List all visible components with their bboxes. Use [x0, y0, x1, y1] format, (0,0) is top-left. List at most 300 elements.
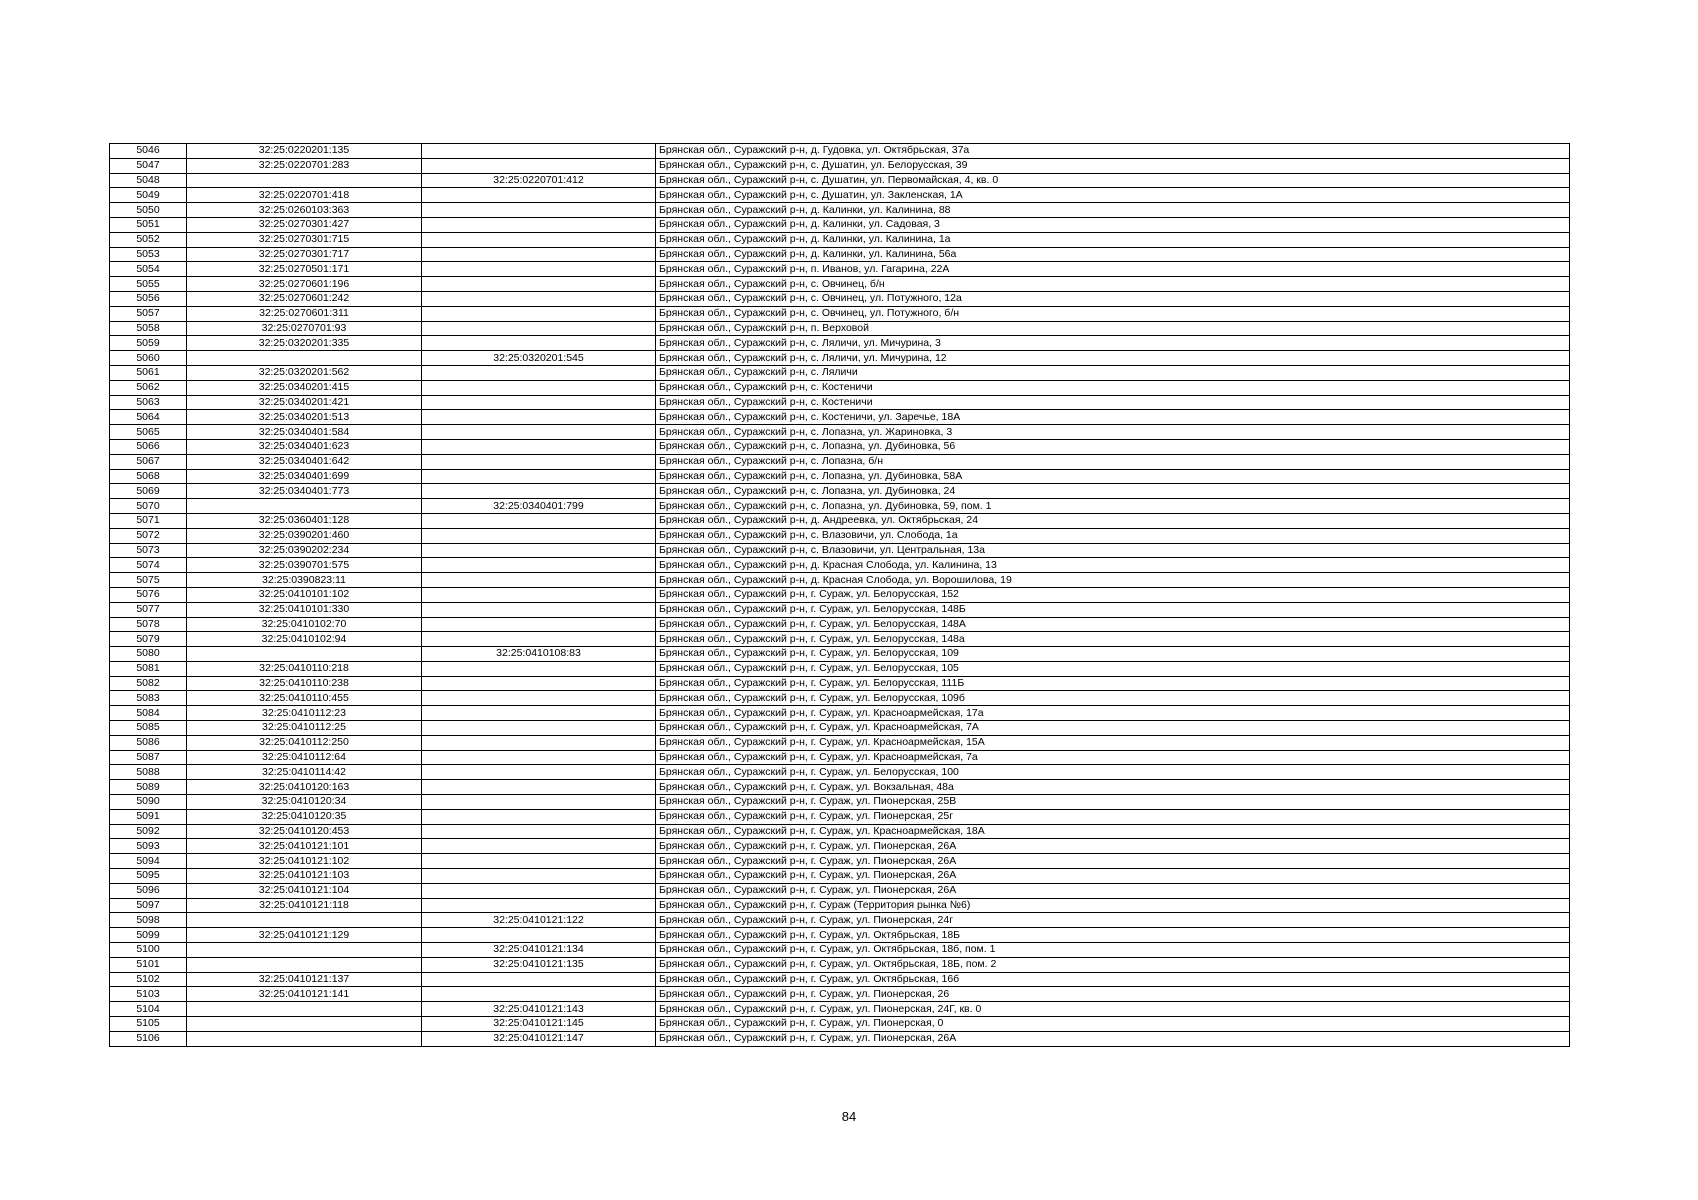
land-cadastral-number-cell: 32:25:0410121:102	[187, 854, 422, 869]
row-number-cell: 5102	[110, 972, 187, 987]
land-cadastral-number-cell: 32:25:0410110:455	[187, 691, 422, 706]
row-number-cell: 5048	[110, 173, 187, 188]
row-number-cell: 5055	[110, 277, 187, 292]
table-row	[110, 706, 1570, 721]
land-cadastral-number-cell: 32:25:0270301:717	[187, 247, 422, 262]
table-row	[110, 987, 1570, 1002]
address-cell: Брянская обл., Суражский р-н, г. Сураж, ул. Пионерская, 26	[656, 987, 1570, 1002]
land-cadastral-number-cell: 32:25:0270601:196	[187, 277, 422, 292]
building-cadastral-number-cell	[422, 188, 656, 203]
address-cell: Брянская обл., Суражский р-н, п. Иванов, ул. Гагарина, 22А	[656, 262, 1570, 277]
address-cell: Брянская обл., Суражский р-н, г. Сураж, ул. Белорусская, 148А	[656, 617, 1570, 632]
land-cadastral-number-cell: 32:25:0340401:623	[187, 439, 422, 454]
land-cadastral-number-cell: 32:25:0410121:104	[187, 883, 422, 898]
building-cadastral-number-cell	[422, 898, 656, 913]
table-row	[110, 410, 1570, 425]
land-cadastral-number-cell	[187, 499, 422, 514]
address-cell: Брянская обл., Суражский р-н, г. Сураж, ул. Пионерская, 26А	[656, 869, 1570, 884]
table-row	[110, 617, 1570, 632]
land-cadastral-number-cell: 32:25:0340201:415	[187, 380, 422, 395]
land-cadastral-number-cell: 32:25:0410102:94	[187, 632, 422, 647]
row-number-cell: 5106	[110, 1031, 187, 1046]
land-cadastral-number-cell	[187, 943, 422, 958]
building-cadastral-number-cell	[422, 587, 656, 602]
land-cadastral-number-cell: 32:25:0270601:242	[187, 291, 422, 306]
row-number-cell: 5101	[110, 957, 187, 972]
building-cadastral-number-cell	[422, 750, 656, 765]
address-cell: Брянская обл., Суражский р-н, г. Сураж, ул. Белорусская, 148а	[656, 632, 1570, 647]
address-cell: Брянская обл., Суражский р-н, с. Овчинец, ул. Потужного, 12а	[656, 291, 1570, 306]
building-cadastral-number-cell	[422, 395, 656, 410]
table-row	[110, 573, 1570, 588]
building-cadastral-number-cell	[422, 321, 656, 336]
row-number-cell: 5094	[110, 854, 187, 869]
table-row	[110, 425, 1570, 440]
table-row	[110, 854, 1570, 869]
address-cell: Брянская обл., Суражский р-н, с. Овчинец, б/н	[656, 277, 1570, 292]
table-row	[110, 247, 1570, 262]
address-cell: Брянская обл., Суражский р-н, г. Сураж, ул. Красноармейская, 7а	[656, 750, 1570, 765]
building-cadastral-number-cell	[422, 528, 656, 543]
land-cadastral-number-cell: 32:25:0410121:103	[187, 869, 422, 884]
row-number-cell: 5056	[110, 291, 187, 306]
land-cadastral-number-cell	[187, 351, 422, 366]
row-number-cell: 5085	[110, 721, 187, 736]
address-cell: Брянская обл., Суражский р-н, г. Сураж, ул. Пионерская, 0	[656, 1017, 1570, 1032]
address-cell: Брянская обл., Суражский р-н, с. Лопазна, ул. Дубиновка, 59, пом. 1	[656, 499, 1570, 514]
land-cadastral-number-cell: 32:25:0260103:363	[187, 203, 422, 218]
land-cadastral-number-cell	[187, 647, 422, 662]
table-row	[110, 957, 1570, 972]
table-row	[110, 780, 1570, 795]
building-cadastral-number-cell	[422, 765, 656, 780]
row-number-cell: 5071	[110, 513, 187, 528]
row-number-cell: 5090	[110, 795, 187, 810]
table-row	[110, 587, 1570, 602]
address-cell: Брянская обл., Суражский р-н, д. Калинки, ул. Садовая, 3	[656, 217, 1570, 232]
building-cadastral-number-cell: 32:25:0410121:134	[422, 943, 656, 958]
table-row	[110, 262, 1570, 277]
row-number-cell: 5080	[110, 647, 187, 662]
row-number-cell: 5069	[110, 484, 187, 499]
row-number-cell: 5053	[110, 247, 187, 262]
row-number-cell: 5095	[110, 869, 187, 884]
building-cadastral-number-cell	[422, 824, 656, 839]
address-cell: Брянская обл., Суражский р-н, г. Сураж, ул. Красноармейская, 7А	[656, 721, 1570, 736]
building-cadastral-number-cell	[422, 972, 656, 987]
address-cell: Брянская обл., Суражский р-н, г. Сураж, ул. Октябрьская, 16б	[656, 972, 1570, 987]
address-cell: Брянская обл., Суражский р-н, г. Сураж, ул. Пионерская, 26А	[656, 839, 1570, 854]
building-cadastral-number-cell	[422, 454, 656, 469]
table-row	[110, 824, 1570, 839]
row-number-cell: 5083	[110, 691, 187, 706]
table-row	[110, 928, 1570, 943]
building-cadastral-number-cell	[422, 795, 656, 810]
row-number-cell: 5050	[110, 203, 187, 218]
address-cell: Брянская обл., Суражский р-н, г. Сураж, ул. Белорусская, 100	[656, 765, 1570, 780]
table-row	[110, 883, 1570, 898]
address-cell: Брянская обл., Суражский р-н, г. Сураж, ул. Белорусская, 152	[656, 587, 1570, 602]
building-cadastral-number-cell: 32:25:0410121:147	[422, 1031, 656, 1046]
building-cadastral-number-cell	[422, 543, 656, 558]
building-cadastral-number-cell	[422, 839, 656, 854]
table-row	[110, 1017, 1570, 1032]
row-number-cell: 5073	[110, 543, 187, 558]
row-number-cell: 5049	[110, 188, 187, 203]
row-number-cell: 5065	[110, 425, 187, 440]
land-cadastral-number-cell: 32:25:0320201:562	[187, 365, 422, 380]
building-cadastral-number-cell: 32:25:0410121:122	[422, 913, 656, 928]
table-row	[110, 217, 1570, 232]
building-cadastral-number-cell	[422, 661, 656, 676]
building-cadastral-number-cell	[422, 469, 656, 484]
row-number-cell: 5052	[110, 232, 187, 247]
row-number-cell: 5072	[110, 528, 187, 543]
building-cadastral-number-cell	[422, 617, 656, 632]
address-cell: Брянская обл., Суражский р-н, д. Гудовка, ул. Октябрьская, 37а	[656, 144, 1570, 159]
building-cadastral-number-cell	[422, 780, 656, 795]
row-number-cell: 5064	[110, 410, 187, 425]
address-cell: Брянская обл., Суражский р-н, д. Калинки, ул. Калинина, 56а	[656, 247, 1570, 262]
land-cadastral-number-cell: 32:25:0410120:34	[187, 795, 422, 810]
address-cell: Брянская обл., Суражский р-н, д. Калинки, ул. Калинина, 1а	[656, 232, 1570, 247]
address-cell: Брянская обл., Суражский р-н, г. Сураж, ул. Вокзальная, 48а	[656, 780, 1570, 795]
land-cadastral-number-cell: 32:25:0270301:715	[187, 232, 422, 247]
row-number-cell: 5093	[110, 839, 187, 854]
land-cadastral-number-cell: 32:25:0340201:513	[187, 410, 422, 425]
table-row	[110, 750, 1570, 765]
address-cell: Брянская обл., Суражский р-н, д. Красная Слобода, ул. Ворошилова, 19	[656, 573, 1570, 588]
land-cadastral-number-cell: 32:25:0410112:23	[187, 706, 422, 721]
building-cadastral-number-cell	[422, 365, 656, 380]
building-cadastral-number-cell	[422, 602, 656, 617]
row-number-cell: 5104	[110, 1002, 187, 1017]
row-number-cell: 5075	[110, 573, 187, 588]
row-number-cell: 5063	[110, 395, 187, 410]
building-cadastral-number-cell	[422, 632, 656, 647]
land-cadastral-number-cell: 32:25:0320201:335	[187, 336, 422, 351]
table-row	[110, 898, 1570, 913]
table-row	[110, 306, 1570, 321]
building-cadastral-number-cell	[422, 425, 656, 440]
address-cell: Брянская обл., Суражский р-н, г. Сураж, ул. Пионерская, 25г	[656, 809, 1570, 824]
address-cell: Брянская обл., Суражский р-н, г. Сураж (Территория рынка №6)	[656, 898, 1570, 913]
building-cadastral-number-cell: 32:25:0410121:143	[422, 1002, 656, 1017]
table-row	[110, 913, 1570, 928]
row-number-cell: 5079	[110, 632, 187, 647]
row-number-cell: 5057	[110, 306, 187, 321]
land-cadastral-number-cell: 32:25:0390201:460	[187, 528, 422, 543]
land-cadastral-number-cell: 32:25:0390823:11	[187, 573, 422, 588]
building-cadastral-number-cell: 32:25:0410108:83	[422, 647, 656, 662]
building-cadastral-number-cell: 32:25:0410121:145	[422, 1017, 656, 1032]
land-cadastral-number-cell: 32:25:0270501:171	[187, 262, 422, 277]
address-cell: Брянская обл., Суражский р-н, с. Лопазна, ул. Жариновка, 3	[656, 425, 1570, 440]
building-cadastral-number-cell	[422, 232, 656, 247]
building-cadastral-number-cell: 32:25:0410121:135	[422, 957, 656, 972]
building-cadastral-number-cell	[422, 928, 656, 943]
building-cadastral-number-cell	[422, 706, 656, 721]
land-cadastral-number-cell: 32:25:0410112:25	[187, 721, 422, 736]
records-table	[109, 143, 1570, 1047]
table-row	[110, 454, 1570, 469]
table-row	[110, 277, 1570, 292]
address-cell: Брянская обл., Суражский р-н, г. Сураж, ул. Пионерская, 24г	[656, 913, 1570, 928]
address-cell: Брянская обл., Суражский р-н, с. Костеничи, ул. Заречье, 18А	[656, 410, 1570, 425]
land-cadastral-number-cell: 32:25:0340401:773	[187, 484, 422, 499]
table-row	[110, 972, 1570, 987]
row-number-cell: 5088	[110, 765, 187, 780]
land-cadastral-number-cell	[187, 173, 422, 188]
row-number-cell: 5058	[110, 321, 187, 336]
table-row	[110, 173, 1570, 188]
address-cell: Брянская обл., Суражский р-н, с. Душатин, ул. Первомайская, 4, кв. 0	[656, 173, 1570, 188]
row-number-cell: 5092	[110, 824, 187, 839]
land-cadastral-number-cell: 32:25:0410121:141	[187, 987, 422, 1002]
row-number-cell: 5077	[110, 602, 187, 617]
table-row	[110, 513, 1570, 528]
table-row	[110, 647, 1570, 662]
address-cell: Брянская обл., Суражский р-н, г. Сураж, ул. Красноармейская, 18А	[656, 824, 1570, 839]
address-cell: Брянская обл., Суражский р-н, с. Душатин, ул. Закленская, 1А	[656, 188, 1570, 203]
land-cadastral-number-cell: 32:25:0270701:93	[187, 321, 422, 336]
address-cell: Брянская обл., Суражский р-н, с. Лопазна, ул. Дубиновка, 58А	[656, 469, 1570, 484]
address-cell: Брянская обл., Суражский р-н, с. Костеничи	[656, 380, 1570, 395]
land-cadastral-number-cell: 32:25:0390202:234	[187, 543, 422, 558]
land-cadastral-number-cell: 32:25:0340201:421	[187, 395, 422, 410]
land-cadastral-number-cell: 32:25:0410121:101	[187, 839, 422, 854]
address-cell: Брянская обл., Суражский р-н, с. Овчинец, ул. Потужного, б/н	[656, 306, 1570, 321]
building-cadastral-number-cell: 32:25:0220701:412	[422, 173, 656, 188]
building-cadastral-number-cell	[422, 203, 656, 218]
building-cadastral-number-cell	[422, 410, 656, 425]
address-cell: Брянская обл., Суражский р-н, г. Сураж, ул. Белорусская, 111Б	[656, 676, 1570, 691]
table-row	[110, 188, 1570, 203]
building-cadastral-number-cell	[422, 721, 656, 736]
table-row	[110, 735, 1570, 750]
address-cell: Брянская обл., Суражский р-н, г. Сураж, ул. Октябрьская, 18Б	[656, 928, 1570, 943]
address-cell: Брянская обл., Суражский р-н, д. Красная Слобода, ул. Калинина, 13	[656, 558, 1570, 573]
address-cell: Брянская обл., Суражский р-н, с. Лопазна, б/н	[656, 454, 1570, 469]
land-cadastral-number-cell	[187, 1002, 422, 1017]
table-row	[110, 839, 1570, 854]
building-cadastral-number-cell	[422, 262, 656, 277]
table-row	[110, 336, 1570, 351]
land-cadastral-number-cell: 32:25:0410110:218	[187, 661, 422, 676]
building-cadastral-number-cell	[422, 854, 656, 869]
land-cadastral-number-cell: 32:25:0410112:64	[187, 750, 422, 765]
land-cadastral-number-cell: 32:25:0410121:118	[187, 898, 422, 913]
row-number-cell: 5105	[110, 1017, 187, 1032]
row-number-cell: 5099	[110, 928, 187, 943]
address-cell: Брянская обл., Суражский р-н, г. Сураж, ул. Белорусская, 148Б	[656, 602, 1570, 617]
address-cell: Брянская обл., Суражский р-н, г. Сураж, ул. Пионерская, 26А	[656, 1031, 1570, 1046]
table-row	[110, 869, 1570, 884]
address-cell: Брянская обл., Суражский р-н, г. Сураж, ул. Белорусская, 109б	[656, 691, 1570, 706]
row-number-cell: 5067	[110, 454, 187, 469]
table-row	[110, 661, 1570, 676]
row-number-cell: 5103	[110, 987, 187, 1002]
building-cadastral-number-cell	[422, 247, 656, 262]
page-number: 84	[841, 1109, 857, 1124]
table-row	[110, 203, 1570, 218]
table-row	[110, 691, 1570, 706]
land-cadastral-number-cell: 32:25:0410120:35	[187, 809, 422, 824]
address-cell: Брянская обл., Суражский р-н, г. Сураж, ул. Белорусская, 109	[656, 647, 1570, 662]
address-cell: Брянская обл., Суражский р-н, д. Калинки, ул. Калинина, 88	[656, 203, 1570, 218]
building-cadastral-number-cell	[422, 306, 656, 321]
table-row	[110, 232, 1570, 247]
row-number-cell: 5061	[110, 365, 187, 380]
land-cadastral-number-cell: 32:25:0410120:453	[187, 824, 422, 839]
building-cadastral-number-cell	[422, 809, 656, 824]
building-cadastral-number-cell	[422, 277, 656, 292]
land-cadastral-number-cell: 32:25:0340401:642	[187, 454, 422, 469]
row-number-cell: 5091	[110, 809, 187, 824]
land-cadastral-number-cell: 32:25:0360401:128	[187, 513, 422, 528]
table-row	[110, 558, 1570, 573]
land-cadastral-number-cell	[187, 913, 422, 928]
table-row	[110, 291, 1570, 306]
address-cell: Брянская обл., Суражский р-н, с. Ляличи, ул. Мичурина, 3	[656, 336, 1570, 351]
row-number-cell: 5097	[110, 898, 187, 913]
table-row	[110, 499, 1570, 514]
table-row	[110, 528, 1570, 543]
building-cadastral-number-cell	[422, 439, 656, 454]
table-row	[110, 351, 1570, 366]
row-number-cell: 5098	[110, 913, 187, 928]
table-row	[110, 158, 1570, 173]
address-cell: Брянская обл., Суражский р-н, с. Влазовичи, ул. Слобода, 1а	[656, 528, 1570, 543]
table-row	[110, 439, 1570, 454]
building-cadastral-number-cell	[422, 484, 656, 499]
building-cadastral-number-cell	[422, 158, 656, 173]
land-cadastral-number-cell	[187, 957, 422, 972]
land-cadastral-number-cell: 32:25:0220201:135	[187, 144, 422, 159]
address-cell: Брянская обл., Суражский р-н, г. Сураж, ул. Пионерская, 26А	[656, 883, 1570, 898]
address-cell: Брянская обл., Суражский р-н, с. Ляличи, ул. Мичурина, 12	[656, 351, 1570, 366]
building-cadastral-number-cell	[422, 869, 656, 884]
table-row	[110, 721, 1570, 736]
row-number-cell: 5078	[110, 617, 187, 632]
row-number-cell: 5068	[110, 469, 187, 484]
address-cell: Брянская обл., Суражский р-н, п. Верховой	[656, 321, 1570, 336]
land-cadastral-number-cell: 32:25:0410101:102	[187, 587, 422, 602]
building-cadastral-number-cell	[422, 513, 656, 528]
row-number-cell: 5086	[110, 735, 187, 750]
row-number-cell: 5074	[110, 558, 187, 573]
building-cadastral-number-cell	[422, 380, 656, 395]
row-number-cell: 5066	[110, 439, 187, 454]
row-number-cell: 5084	[110, 706, 187, 721]
building-cadastral-number-cell	[422, 676, 656, 691]
address-cell: Брянская обл., Суражский р-н, д. Андреевка, ул. Октябрьская, 24	[656, 513, 1570, 528]
building-cadastral-number-cell	[422, 573, 656, 588]
row-number-cell: 5100	[110, 943, 187, 958]
row-number-cell: 5081	[110, 661, 187, 676]
building-cadastral-number-cell	[422, 336, 656, 351]
building-cadastral-number-cell	[422, 735, 656, 750]
land-cadastral-number-cell: 32:25:0340401:699	[187, 469, 422, 484]
row-number-cell: 5047	[110, 158, 187, 173]
table-row	[110, 809, 1570, 824]
land-cadastral-number-cell: 32:25:0220701:283	[187, 158, 422, 173]
table-row	[110, 1031, 1570, 1046]
land-cadastral-number-cell: 32:25:0410101:330	[187, 602, 422, 617]
land-cadastral-number-cell: 32:25:0270301:427	[187, 217, 422, 232]
land-cadastral-number-cell: 32:25:0390701:575	[187, 558, 422, 573]
records-body	[110, 144, 1570, 1047]
address-cell: Брянская обл., Суражский р-н, с. Лопазна, ул. Дубиновка, 56	[656, 439, 1570, 454]
building-cadastral-number-cell	[422, 217, 656, 232]
table-row	[110, 543, 1570, 558]
row-number-cell: 5082	[110, 676, 187, 691]
table-row	[110, 380, 1570, 395]
row-number-cell: 5060	[110, 351, 187, 366]
row-number-cell: 5096	[110, 883, 187, 898]
table-row	[110, 365, 1570, 380]
building-cadastral-number-cell	[422, 883, 656, 898]
table-row	[110, 602, 1570, 617]
land-cadastral-number-cell: 32:25:0220701:418	[187, 188, 422, 203]
row-number-cell: 5087	[110, 750, 187, 765]
row-number-cell: 5059	[110, 336, 187, 351]
land-cadastral-number-cell: 32:25:0410112:250	[187, 735, 422, 750]
building-cadastral-number-cell: 32:25:0340401:799	[422, 499, 656, 514]
land-cadastral-number-cell: 32:25:0410102:70	[187, 617, 422, 632]
table-row	[110, 1002, 1570, 1017]
land-cadastral-number-cell: 32:25:0270601:311	[187, 306, 422, 321]
table-row	[110, 321, 1570, 336]
building-cadastral-number-cell	[422, 291, 656, 306]
address-cell: Брянская обл., Суражский р-н, г. Сураж, ул. Пионерская, 26А	[656, 854, 1570, 869]
table-row	[110, 395, 1570, 410]
land-cadastral-number-cell: 32:25:0340401:584	[187, 425, 422, 440]
address-cell: Брянская обл., Суражский р-н, г. Сураж, ул. Белорусская, 105	[656, 661, 1570, 676]
building-cadastral-number-cell	[422, 987, 656, 1002]
address-cell: Брянская обл., Суражский р-н, с. Костеничи	[656, 395, 1570, 410]
row-number-cell: 5062	[110, 380, 187, 395]
address-cell: Брянская обл., Суражский р-н, с. Ляличи	[656, 365, 1570, 380]
table-row	[110, 144, 1570, 159]
table-row	[110, 484, 1570, 499]
address-cell: Брянская обл., Суражский р-н, с. Душатин, ул. Белорусская, 39	[656, 158, 1570, 173]
address-cell: Брянская обл., Суражский р-н, г. Сураж, ул. Октябрьская, 18б, пом. 1	[656, 943, 1570, 958]
table-row	[110, 943, 1570, 958]
address-cell: Брянская обл., Суражский р-н, г. Сураж, ул. Октябрьская, 18Б, пом. 2	[656, 957, 1570, 972]
land-cadastral-number-cell: 32:25:0410120:163	[187, 780, 422, 795]
address-cell: Брянская обл., Суражский р-н, г. Сураж, ул. Пионерская, 25В	[656, 795, 1570, 810]
building-cadastral-number-cell	[422, 691, 656, 706]
land-cadastral-number-cell: 32:25:0410121:129	[187, 928, 422, 943]
table-row	[110, 632, 1570, 647]
land-cadastral-number-cell: 32:25:0410121:137	[187, 972, 422, 987]
land-cadastral-number-cell	[187, 1031, 422, 1046]
land-cadastral-number-cell: 32:25:0410114:42	[187, 765, 422, 780]
building-cadastral-number-cell	[422, 144, 656, 159]
row-number-cell: 5076	[110, 587, 187, 602]
table-row	[110, 676, 1570, 691]
row-number-cell: 5054	[110, 262, 187, 277]
table-row	[110, 765, 1570, 780]
address-cell: Брянская обл., Суражский р-н, с. Влазовичи, ул. Центральная, 13а	[656, 543, 1570, 558]
building-cadastral-number-cell	[422, 558, 656, 573]
row-number-cell: 5089	[110, 780, 187, 795]
table-row	[110, 795, 1570, 810]
building-cadastral-number-cell: 32:25:0320201:545	[422, 351, 656, 366]
land-cadastral-number-cell	[187, 1017, 422, 1032]
land-cadastral-number-cell: 32:25:0410110:238	[187, 676, 422, 691]
